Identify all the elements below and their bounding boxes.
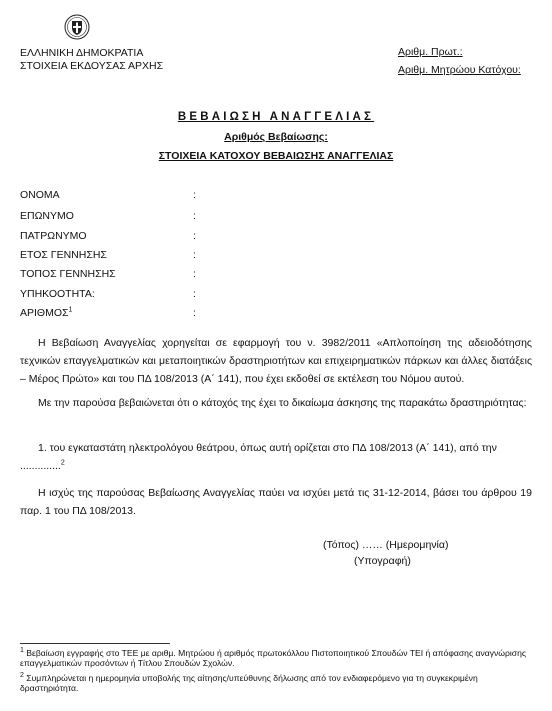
field-colon: : <box>193 288 196 300</box>
issuer-line-1: ΕΛΛΗΝΙΚΗ ΔΗΜΟΚΡΑΤΙΑ <box>20 47 144 59</box>
holder-section-title: ΣΤΟΙΧΕΙΑ ΚΑΤΟΧΟΥ ΒΕΒΑΙΩΣΗΣ ΑΝΑΓΓΕΛΙΑΣ <box>158 150 394 162</box>
field-colon: : <box>193 249 196 261</box>
date-placeholder: .............. <box>20 460 61 472</box>
footnote-mark: 2 <box>60 459 65 467</box>
document-title: ΒΕΒΑΙΩΣΗ ΑΝΑΓΓΕΛΙΑΣ <box>177 111 375 123</box>
footnote-1-mark: 1 <box>20 647 24 655</box>
footnote-1 <box>20 648 538 669</box>
field-label-patronymic: ΠΑΤΡΩΝΥΜΟ <box>20 230 87 242</box>
activity-item-1: 1. του εγκαταστάτη ηλεκτρολόγου θεάτρου, όπως αυτή ορίζεται στο ΠΔ 108/2013 (Α΄ 141), από την <box>38 442 497 454</box>
field-label-number-text: ΑΡΙΘΜΟΣ <box>20 307 69 319</box>
greek-emblem-icon <box>64 14 90 40</box>
place-date-line: (Τόπος) …… (Ημερομηνία) <box>323 539 449 551</box>
field-colon: : <box>193 210 196 222</box>
footnote-divider <box>20 643 170 644</box>
body-paragraph-2: Με την παρούσα βεβαιώνεται ότι ο κάτοχός της έχει το δικαίωμα άσκησης της παρακάτω δραστηριότητας: <box>38 397 527 409</box>
protocol-block <box>398 43 521 79</box>
field-label-nationality: ΥΠΗΚΟΟΤΗΤΑ: <box>20 288 95 300</box>
body-paragraph-1: Η Βεβαίωση Αναγγελίας χορηγείται σε εφαρμογή του ν. 3982/2011 «Απλοποίηση της αδειοδότησης τεχνικών επαγγελματικών και μεταποιητικών δραστηριοτήτων και επιχειρηματικών πάρκων και άλλες διατάξεις – Μέρος Πρώτο» και του ΠΔ 108/2013 (Α΄ 141), που έχει εκδοθεί σε εκτέλεση του Νόμου αυτού. <box>20 337 532 385</box>
footnote-2-text: Συμπληρώνεται η ημερομηνία υποβολής της αίτησης/υπεύθυνης δήλωσης από τον ενδιαφερόμενο για τη συγκεκριμένη δραστηριότητα. <box>20 673 478 694</box>
field-label-number <box>20 307 72 319</box>
protocol-number-label: Αριθμ. Πρωτ.: <box>398 46 463 58</box>
field-label-name: ΟΝΟΜΑ <box>20 189 60 201</box>
issuer-line-2: ΣΤΟΙΧΕΙΑ ΕΚΔΟΥΣΑΣ ΑΡΧΗΣ <box>20 60 164 72</box>
registry-number-label: Αριθμ. Μητρώου Κατόχου: <box>398 64 521 76</box>
field-colon: : <box>193 307 196 319</box>
signature-line: (Υπογραφή) <box>354 555 411 567</box>
activity-item-1-continuation <box>20 458 320 476</box>
field-colon: : <box>193 189 196 201</box>
issuer-block <box>20 47 163 73</box>
validity-paragraph: Η ισχύς της παρούσας Βεβαίωσης Αναγγελίας παύει να ισχύει μετά τις 31-12-2014, βάσει του άρθρου 19 παρ. 1 του ΠΔ 108/2013. <box>20 487 532 517</box>
footnote-1-text: Βεβαίωση εγγραφής στο ΤΕΕ με αριθμ. Μητρώου ή αριθμός πρωτοκόλλου Πιστοποιητικού Σπουδών ΤΕΙ ή απόφασης αναγνώρισης επαγγελματικών προσόντων ή Τίτλου Σπουδών Σχολών. <box>20 648 527 669</box>
field-label-birth-year: ΕΤΟΣ ΓΕΝΝΗΣΗΣ <box>20 249 107 261</box>
footnote-2 <box>20 673 538 694</box>
footnote-2-mark: 2 <box>20 672 24 680</box>
field-label-surname: ΕΠΩΝΥΜΟ <box>20 210 74 222</box>
footnote-mark: 1 <box>68 306 73 314</box>
certificate-number-label: Αριθμός Βεβαίωσης: <box>224 131 328 143</box>
field-label-birth-place: ΤΟΠΟΣ ΓΕΝΝΗΣΗΣ <box>20 268 116 280</box>
field-colon: : <box>193 268 196 280</box>
field-colon: : <box>193 230 196 242</box>
